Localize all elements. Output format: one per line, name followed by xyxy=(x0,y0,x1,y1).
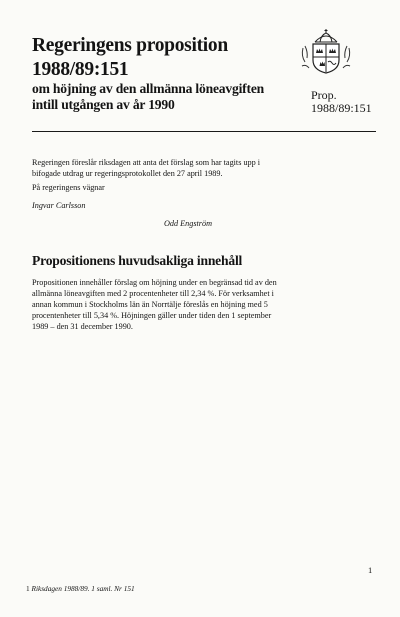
footer-reference xyxy=(26,584,135,593)
page-number: 1 xyxy=(368,565,373,575)
header-divider xyxy=(32,131,376,132)
section-heading: Propositionens huvudsakliga innehåll xyxy=(32,253,243,268)
summary-line-3: annan kommun i Stockholms län än Norrtälje föreslås en höjning med 5 xyxy=(32,300,268,309)
footer-prefix: 1 xyxy=(26,584,32,593)
summary-line-4: procentenheter till 5,34 %. Höjningen gäller under tiden den 1 september xyxy=(32,311,272,320)
prop-label-line-1: Prop. xyxy=(311,88,337,102)
summary-line-1: Propositionen innehåller förslag om höjning under en begränsad tid av den xyxy=(32,278,277,287)
document-subtitle xyxy=(32,81,264,113)
document-title xyxy=(32,34,228,82)
footer-text: Riksdagen 1988/89. 1 saml. Nr 151 xyxy=(31,584,135,593)
summary-line-5: 1989 – den 31 december 1990. xyxy=(32,322,133,331)
summary-line-2: allmänna löneavgiften med 2 procentenheter till 2,34 %. För verksamhet i xyxy=(32,289,274,298)
signatory-prime-minister: Ingvar Carlsson xyxy=(32,201,86,210)
signatory-minister: Odd Engström xyxy=(164,219,212,228)
intro-paragraph xyxy=(32,157,372,179)
summary-paragraph xyxy=(32,277,372,332)
prop-label-line-2: 1988/89:151 xyxy=(311,101,372,115)
intro-line-2: bifogade utdrag ur regeringsprotokollet den 27 april 1989. xyxy=(32,169,223,178)
subtitle-line-1: om höjning av den allmänna löneavgiften xyxy=(32,81,265,96)
coat-of-arms-icon xyxy=(299,28,353,74)
title-line-2: 1988/89:151 xyxy=(32,59,129,80)
on-behalf-line: På regeringens vägnar xyxy=(32,183,105,192)
title-line-1: Regeringens proposition xyxy=(32,35,228,56)
subtitle-line-2: intill utgången av år 1990 xyxy=(32,97,175,112)
proposition-label xyxy=(311,89,372,115)
intro-line-1: Regeringen föreslår riksdagen att anta det förslag som har tagits upp i xyxy=(32,158,261,167)
